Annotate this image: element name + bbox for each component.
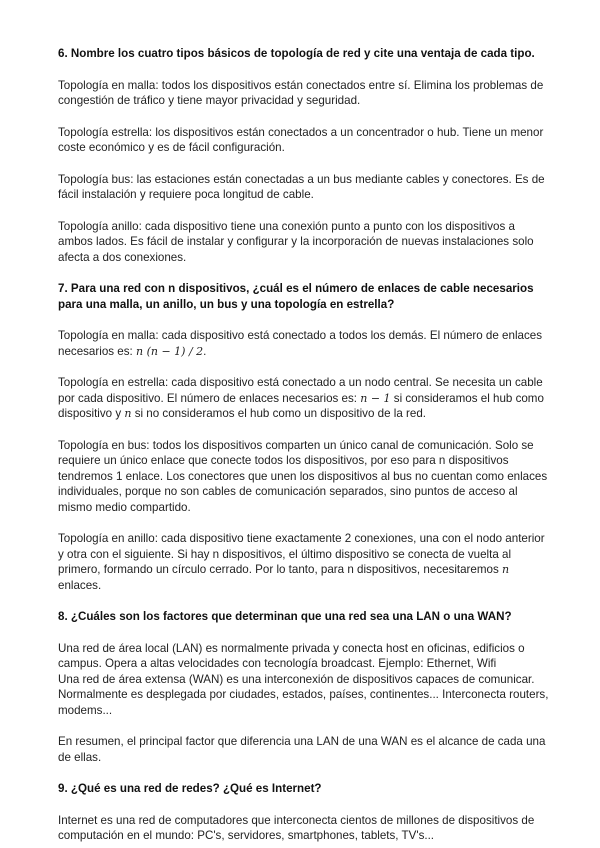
formula-star-nohub: n	[124, 407, 132, 420]
answer-8-lan: Una red de área local (LAN) es normalmente privada y conecta host en oficinas, edificios o campus. Opera a altas velocidades con tecnología broadcast. Ejemplo: Ethernet, Wifi	[58, 641, 525, 670]
question-8: 8. ¿Cuáles son los factores que determinan que una red sea una LAN o una WAN?	[58, 610, 512, 623]
answer-8-wan: Una red de área extensa (WAN) es una interconexión de dispositivos capaces de comunicar. Normalmente es desplegada por ciudades, estados, países, continentes... Interconecta routers, modems...	[58, 672, 549, 717]
answer-9-internet: Internet es una red de computadores que interconecta cientos de millones de dispositivos de computación en el mundo: PC's, servidores, smartphones, tablets, TV's...	[58, 813, 535, 842]
answer-6-star: Topología estrella: los dispositivos están conectados a un concentrador o hub. Tiene un menor coste económico y es de fácil configuración.	[58, 125, 544, 154]
answer-7-ring: Topología en anillo: cada dispositivo tiene exactamente 2 conexiones, una con el nodo anterior y otra con el siguiente. Si hay n dispositivos, el último dispositivo se conecta de vuelta al primero, formando un círculo cerrado. Por lo tanto, para n dispositivos, necesitaremos n enlaces.	[58, 532, 545, 592]
answer-7-bus: Topología en bus: todos los dispositivos comparten un único canal de comunicación. Solo se requiere un único enlace que conecte todos los dispositivos, por eso para n dispositivos tendremos 1 enlace. Los conectores que unen los dispositivos al bus no cuentan como enlaces individuales, porque no son cables de comunicación separados, sino puntos de acceso al mismo medio compartido.	[58, 438, 548, 514]
question-6: 6. Nombre los cuatro tipos básicos de topología de red y cite una ventaja de cada tipo.	[58, 47, 535, 60]
answer-6-ring: Topología anillo: cada dispositivo tiene una conexión punto a punto con los dispositivos a ambos lados. Es fácil de instalar y configurar y la incorporación de nuevas instalaciones solo afecta a dos conexiones.	[58, 219, 534, 264]
answer-7-mesh: Topología en malla: cada dispositivo está conectado a todos los demás. El número de enlaces necesarios es: n (n − 1) / 2.	[58, 329, 543, 358]
answer-8-summary: En resumen, el principal factor que diferencia una LAN de una WAN es el alcance de cada una de ellas.	[58, 735, 546, 764]
formula-ring: n	[502, 563, 510, 576]
answer-7-star: Topología en estrella: cada dispositivo está conectado a un nodo central. Se necesita un cable por cada dispositivo. El número de enlaces necesarios es: n − 1 si consideramos el hub como dispositivo y n si no consideramos el hub como un dispositivo de la red.	[58, 376, 544, 420]
formula-star-hub: n − 1	[360, 391, 391, 405]
formula-mesh: n (n − 1) / 2	[135, 344, 204, 358]
question-9: 9. ¿Qué es una red de redes? ¿Qué es Internet?	[58, 782, 322, 795]
answer-6-mesh: Topología en malla: todos los dispositivos están conectados entre sí. Elimina los problemas de congestión de tráfico y tiene mayor privacidad y seguridad.	[58, 78, 544, 107]
answer-6-bus: Topología bus: las estaciones están conectadas a un bus mediante cables y conectores. Es de fácil instalación y requiere poca longitud de cable.	[58, 172, 545, 201]
question-7: 7. Para una red con n dispositivos, ¿cuál es el número de enlaces de cable necesarios para una malla, un anillo, un bus y una topología en estrella?	[58, 282, 534, 311]
